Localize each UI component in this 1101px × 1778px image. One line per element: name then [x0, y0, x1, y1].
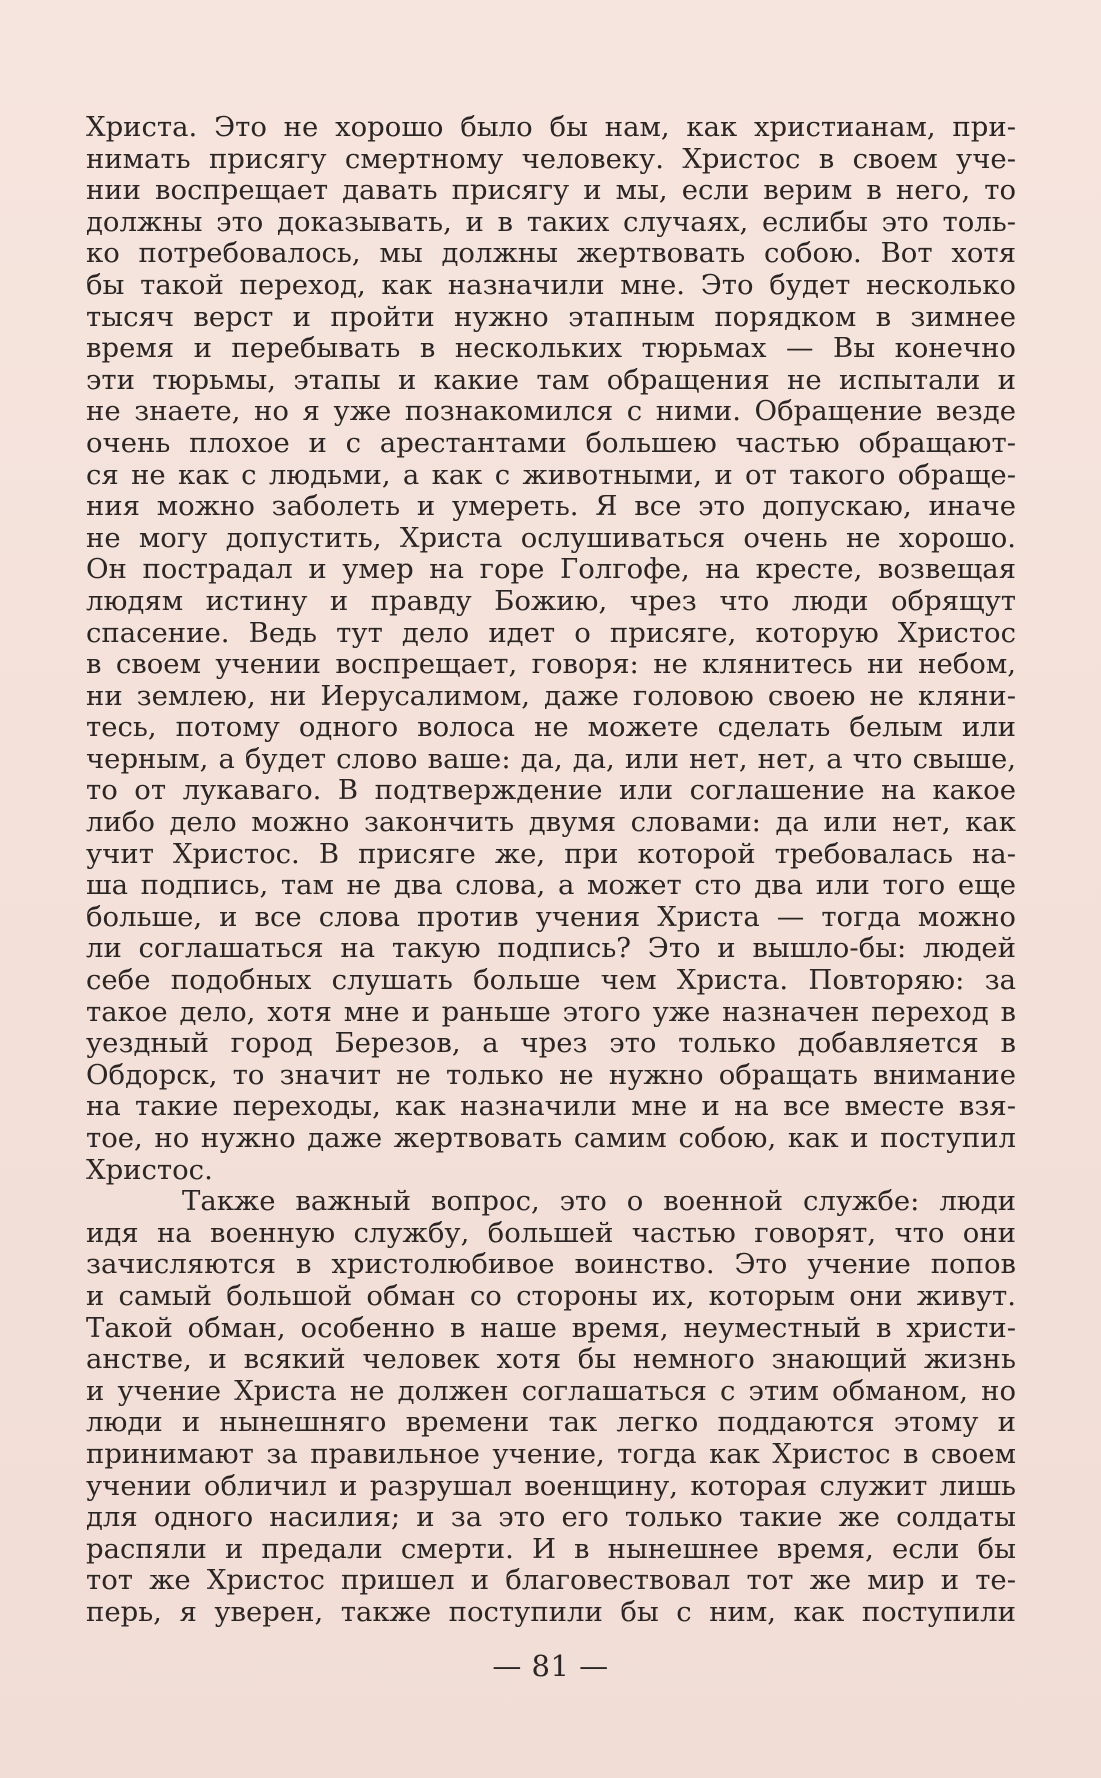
text-line: такое дело, хотя мне и раньше этого уже назначен переход в [86, 996, 1016, 1028]
text-line: принимают за правильное учение, тогда как Христос в своем [86, 1438, 1016, 1470]
text-line: ся не как с людьми, а как с животными, и от такого обраще- [86, 459, 1016, 491]
text-line: Обдорск, то значит не только не нужно обращать внимание [86, 1059, 1016, 1091]
text-line: то от лукаваго. В подтверждение или соглашение на какое [86, 775, 1016, 807]
text-line: Он пострадал и умер на горе Голгофе, на кресте, возвещая [86, 554, 1016, 586]
text-line: зачисляются в христолюбивое воинство. Это учение попов [86, 1249, 1016, 1281]
page-number: — 81 — [492, 1649, 609, 1683]
text-line: не знаете, но я уже познакомился с ними. Обращение везде [86, 396, 1016, 428]
text-line: ша подпись, там не два слова, а может сто два или того еще [86, 870, 1016, 902]
text-line: и учение Христа не должен соглашаться с этим обманом, но [86, 1375, 1016, 1407]
text-line: перь, я уверен, также поступили бы с ним, как поступили [86, 1596, 1016, 1628]
text-line: спасение. Ведь тут дело идет о присяге, которую Христос [86, 617, 1016, 649]
text-line: черным, а будет слово ваше: да, да, или нет, нет, а что свыше, [86, 743, 1016, 775]
text-line: тесь, потому одного волоса не можете сделать белым или [86, 712, 1016, 744]
text-line: себе подобных слушать больше чем Христа. Повторяю: за [86, 965, 1016, 997]
text-line: анстве, и всякий человек хотя бы немного знающий жизнь [86, 1344, 1016, 1376]
text-line: люди и нынешняго времени так легко поддаются этому и [86, 1407, 1016, 1439]
text-line: Такой обман, особенно в наше время, неуместный в христи- [86, 1312, 1016, 1344]
text-line: уездный город Березов, а чрез это только добавляется в [86, 1028, 1016, 1060]
text-line: в своем учении воспрещает, говоря: не клянитесь ни небом, [86, 649, 1016, 681]
body-text [86, 112, 1016, 1629]
text-line: не могу допустить, Христа ослушиваться очень не хорошо. [86, 522, 1016, 554]
text-line: распяли и предали смерти. И в нынешнее время, если бы [86, 1533, 1016, 1565]
text-line: тысяч верст и пройти нужно этапным порядком в зимнее [86, 301, 1016, 333]
text-line: эти тюрьмы, этапы и какие там обращения не испытали и [86, 364, 1016, 396]
text-line: нимать присягу смертному человеку. Христос в своем уче- [86, 143, 1016, 175]
text-line: тот же Христос пришел и благовествовал тот же мир и те- [86, 1565, 1016, 1597]
text-line: больше, и все слова против учения Христа — тогда можно [86, 901, 1016, 933]
text-line: для одного насилия; и за это его только такие же солдаты [86, 1502, 1016, 1534]
text-line: ния можно заболеть и умереть. Я все это допускаю, иначе [86, 491, 1016, 523]
text-line: время и перебывать в нескольких тюрьмах — Вы конечно [86, 333, 1016, 365]
text-line: учении обличил и разрушал военщину, которая служит лишь [86, 1470, 1016, 1502]
text-line: нии воспрещает давать присягу и мы, если верим в него, то [86, 175, 1016, 207]
text-line: людям истину и правду Божию, чрез что люди обрящут [86, 585, 1016, 617]
text-line: Христа. Это не хорошо было бы нам, как христианам, при- [86, 112, 1016, 143]
text-line: ни землею, ни Иерусалимом, даже головою своею не кляни- [86, 680, 1016, 712]
text-line: должны это доказывать, и в таких случаях, еслибы это толь- [86, 206, 1016, 238]
text-line: либо дело можно закончить двумя словами: да или нет, как [86, 807, 1016, 839]
text-line: и самый большой обман со стороны их, которым они живут. [86, 1280, 1016, 1312]
text-line: ли соглашаться на такую подпись? Это и вышло-бы: людей [86, 933, 1016, 965]
paragraph-end-line: Христос. [86, 1154, 213, 1186]
text-line: идя на военную службу, большей частью говорят, что они [86, 1217, 1016, 1249]
text-line: на такие переходы, как назначили мне и на все вместе взя- [86, 1091, 1016, 1123]
text-line: учит Христос. В присяге же, при которой требовалась на- [86, 838, 1016, 870]
text-line: ко потребовалось, мы должны жертвовать собою. Вот хотя [86, 238, 1016, 270]
text-line: очень плохое и с арестантами большею частью обращают- [86, 427, 1016, 459]
text-line: бы такой переход, как назначили мне. Это будет несколько [86, 269, 1016, 301]
text-line: тое, но нужно даже жертвовать самим собою, как и поступил [86, 1123, 1016, 1154]
paragraph-start-line: Также важный вопрос, это о военной службе: люди [182, 1186, 1016, 1218]
